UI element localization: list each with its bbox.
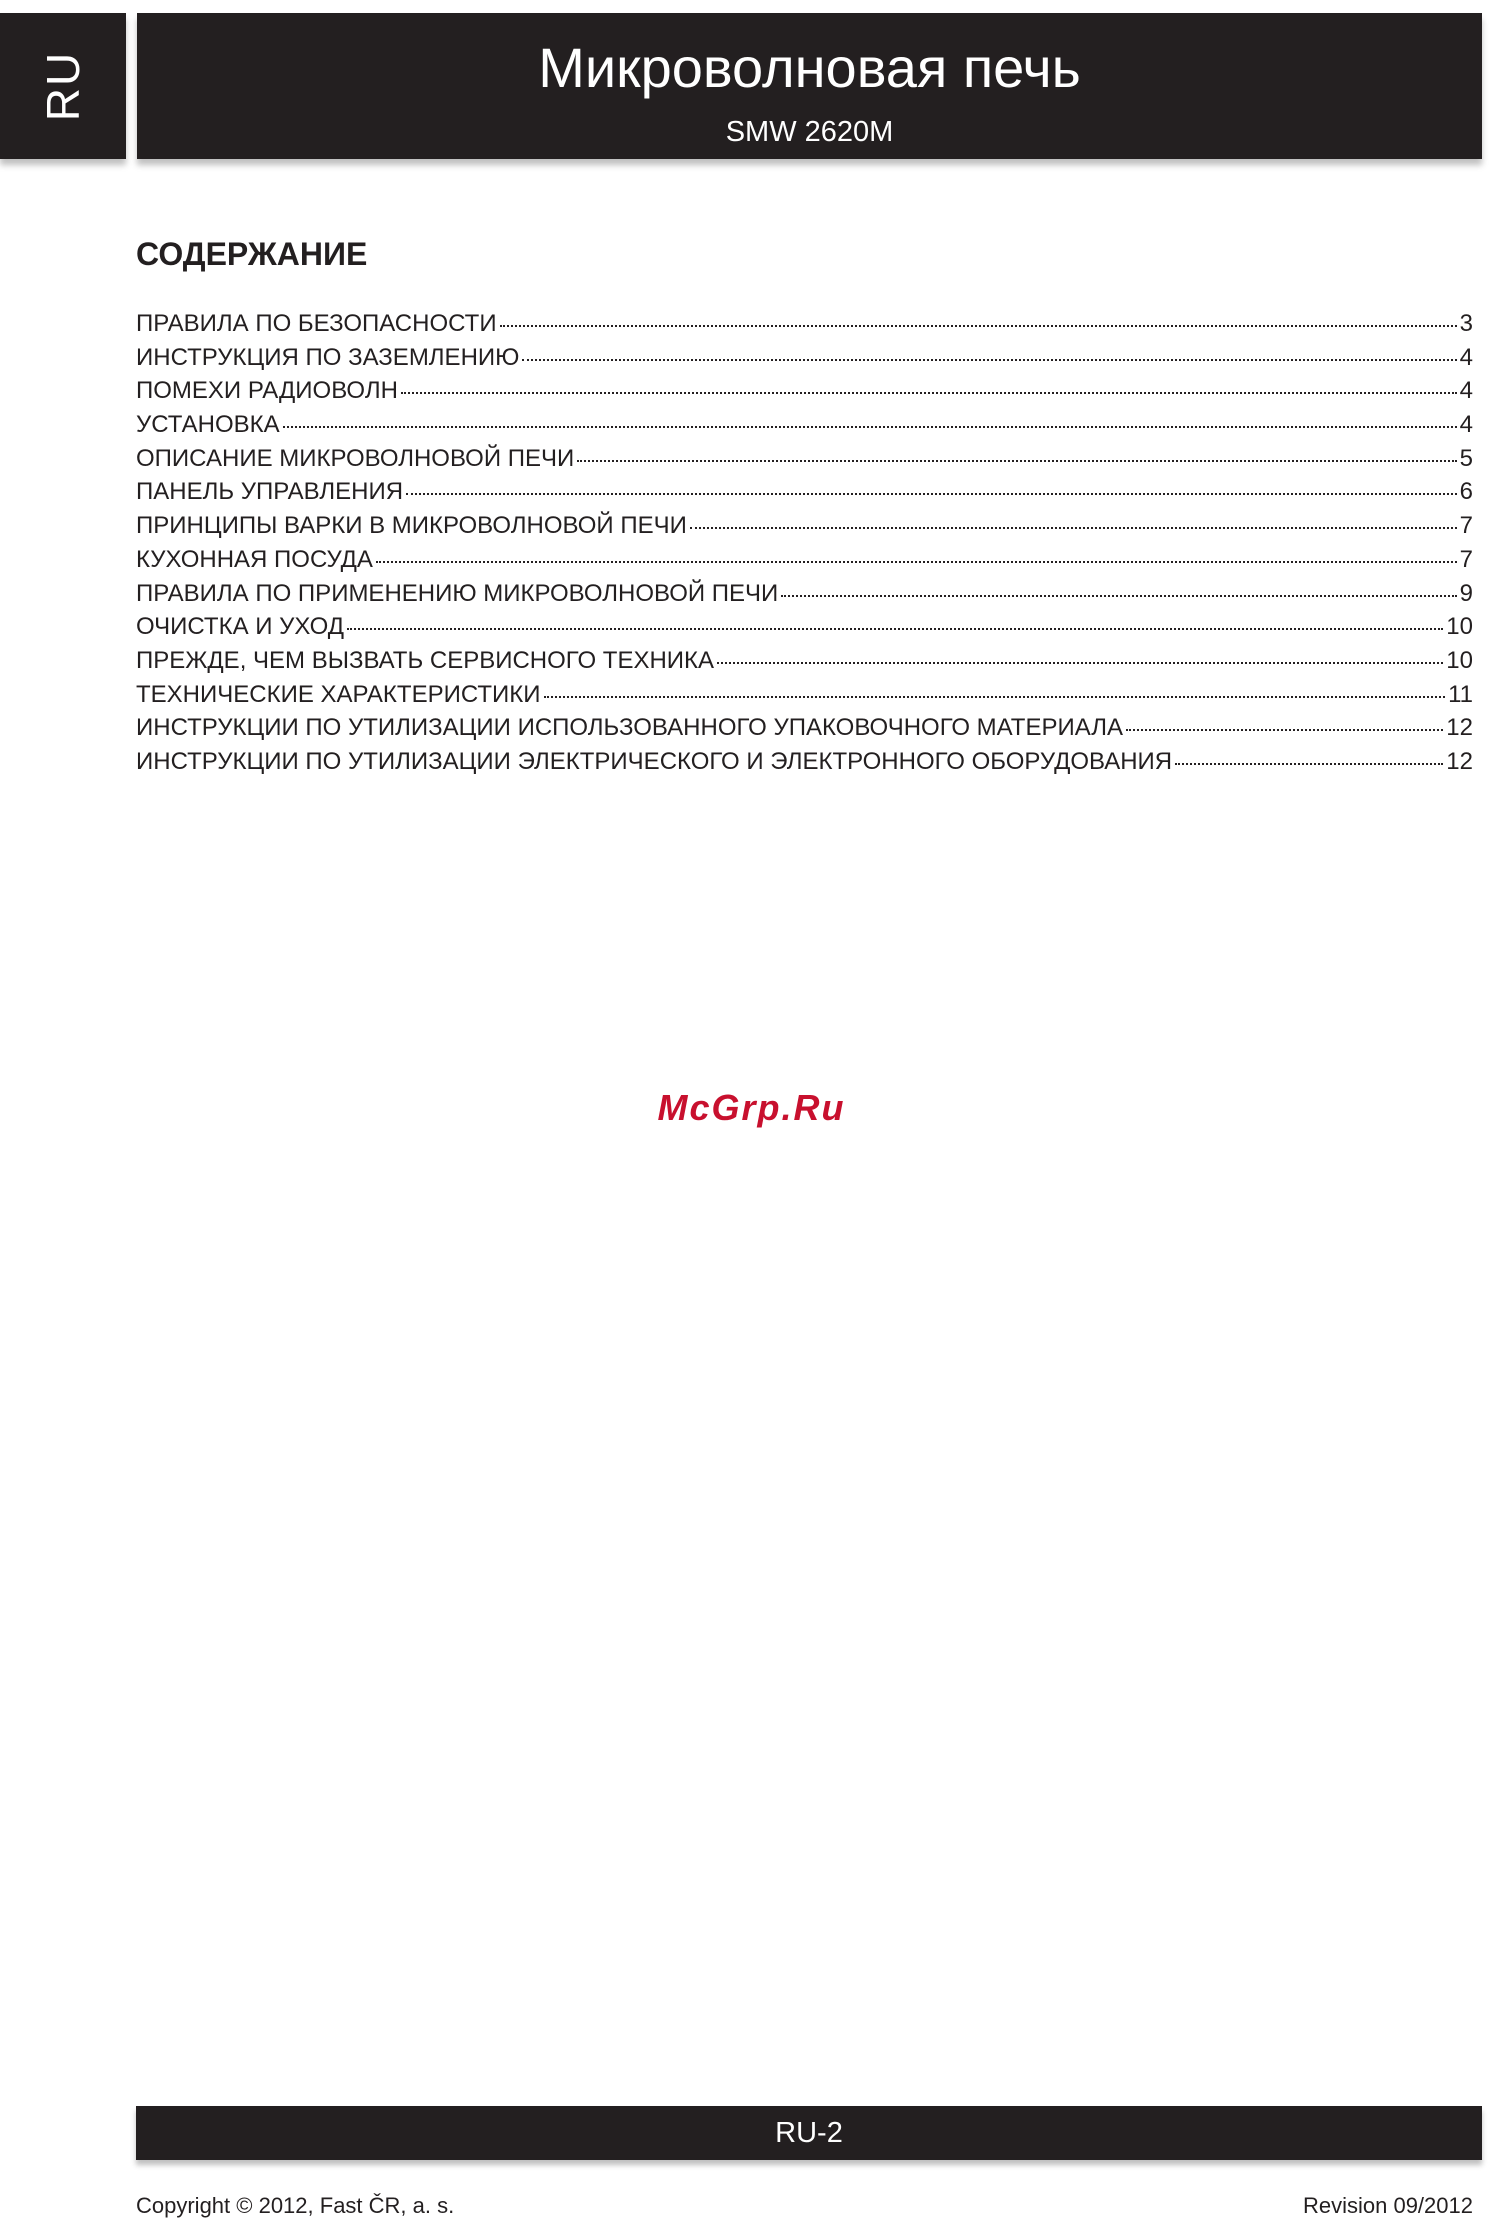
toc-leader-dots: [283, 426, 1457, 428]
document-title: Микроволновая печь: [538, 36, 1081, 99]
toc-item-page: 4: [1459, 411, 1473, 439]
toc-item-page: 10: [1446, 613, 1473, 641]
toc-item-page: 6: [1459, 478, 1473, 506]
toc-item-page: 5: [1459, 444, 1473, 472]
revision-note: Revision 09/2012: [1302, 2193, 1473, 2218]
toc-item[interactable]: [136, 408, 1473, 442]
toc-leader-dots: [401, 392, 1457, 394]
toc-leader-dots: [544, 696, 1446, 698]
toc-item-page: 12: [1446, 747, 1473, 775]
toc-leader-dots: [1175, 763, 1443, 765]
toc-item-page: 4: [1459, 343, 1473, 371]
copyright-notice: Copyright © 2012, Fast ČR, a. s.: [136, 2193, 455, 2218]
toc-item-page: 11: [1448, 680, 1473, 708]
toc-item[interactable]: [136, 678, 1473, 712]
toc-item-page: 10: [1446, 646, 1473, 674]
toc-item[interactable]: [136, 644, 1473, 678]
toc-item-page: 7: [1459, 512, 1473, 540]
toc-item-title: ПОМЕХИ РАДИОВОЛН: [136, 377, 398, 405]
toc-leader-dots: [717, 662, 1443, 664]
toc-item-title: КУХОННАЯ ПОСУДА: [136, 545, 373, 573]
header-bar: [137, 13, 1482, 159]
toc-item-page: 3: [1459, 310, 1473, 337]
toc-item-title: ПРИНЦИПЫ ВАРКИ В МИКРОВОЛНОВОЙ ПЕЧИ: [136, 512, 687, 540]
toc-item[interactable]: [136, 610, 1473, 644]
language-label: RU: [37, 50, 89, 122]
toc-item[interactable]: [136, 509, 1473, 543]
toc-leader-dots: [577, 460, 1456, 462]
toc-item-page: 12: [1446, 714, 1473, 742]
page-number-bar: [136, 2106, 1482, 2160]
watermark-text: McGrp.Ru: [657, 1087, 846, 1128]
toc-item-title: ИНСТРУКЦИЯ ПО ЗАЗЕМЛЕНИЮ: [136, 343, 520, 371]
language-tab: [0, 13, 126, 159]
toc-leader-dots: [781, 595, 1456, 597]
table-of-contents: [136, 307, 1473, 779]
toc-leader-dots: [522, 359, 1456, 361]
toc-item[interactable]: [136, 307, 1473, 341]
model-number: SMW 2620M: [725, 116, 894, 148]
toc-item[interactable]: [136, 475, 1473, 509]
toc-item[interactable]: [136, 745, 1473, 779]
toc-item-title: УСТАНОВКА: [136, 411, 280, 439]
toc-leader-dots: [347, 628, 1443, 630]
toc-item-title: ПРЕЖДЕ, ЧЕМ ВЫЗВАТЬ СЕРВИСНОГО ТЕХНИКА: [136, 646, 715, 674]
toc-leader-dots: [406, 493, 1457, 495]
toc-leader-dots: [690, 527, 1457, 529]
toc-item[interactable]: [136, 442, 1473, 476]
toc-leader-dots: [376, 561, 1457, 563]
page-number: RU-2: [775, 2117, 843, 2149]
toc-item-page: 9: [1459, 579, 1473, 607]
toc-heading: СОДЕРЖАНИЕ: [136, 236, 368, 272]
toc-item[interactable]: [136, 711, 1473, 745]
toc-item-title: ОПИСАНИЕ МИКРОВОЛНОВОЙ ПЕЧИ: [136, 444, 575, 472]
toc-item-title: ПРАВИЛА ПО БЕЗОПАСНОСТИ: [136, 310, 497, 337]
toc-item[interactable]: [136, 577, 1473, 611]
toc-item-title: ОЧИСТКА И УХОД: [136, 613, 345, 641]
toc-leader-dots: [500, 325, 1457, 327]
toc-item-page: 7: [1459, 545, 1473, 573]
toc-item-title: ИНСТРУКЦИИ ПО УТИЛИЗАЦИИ ЭЛЕКТРИЧЕСКОГО И ЭЛЕКТРОННОГО ОБОРУДОВАНИЯ: [136, 747, 1173, 775]
toc-leader-dots: [1126, 729, 1443, 731]
toc-item-title: ПАНЕЛЬ УПРАВЛЕНИЯ: [136, 478, 404, 506]
toc-item-title: ПРАВИЛА ПО ПРИМЕНЕНИЮ МИКРОВОЛНОВОЙ ПЕЧИ: [136, 579, 779, 607]
toc-item-title: ТЕХНИЧЕСКИЕ ХАРАКТЕРИСТИКИ: [136, 680, 541, 708]
toc-item[interactable]: [136, 543, 1473, 577]
toc-item-page: 4: [1459, 377, 1473, 405]
toc-item-title: ИНСТРУКЦИИ ПО УТИЛИЗАЦИИ ИСПОЛЬЗОВАННОГО УПАКОВОЧНОГО МАТЕРИАЛА: [136, 714, 1124, 742]
toc-item[interactable]: [136, 374, 1473, 408]
toc-item[interactable]: [136, 341, 1473, 375]
